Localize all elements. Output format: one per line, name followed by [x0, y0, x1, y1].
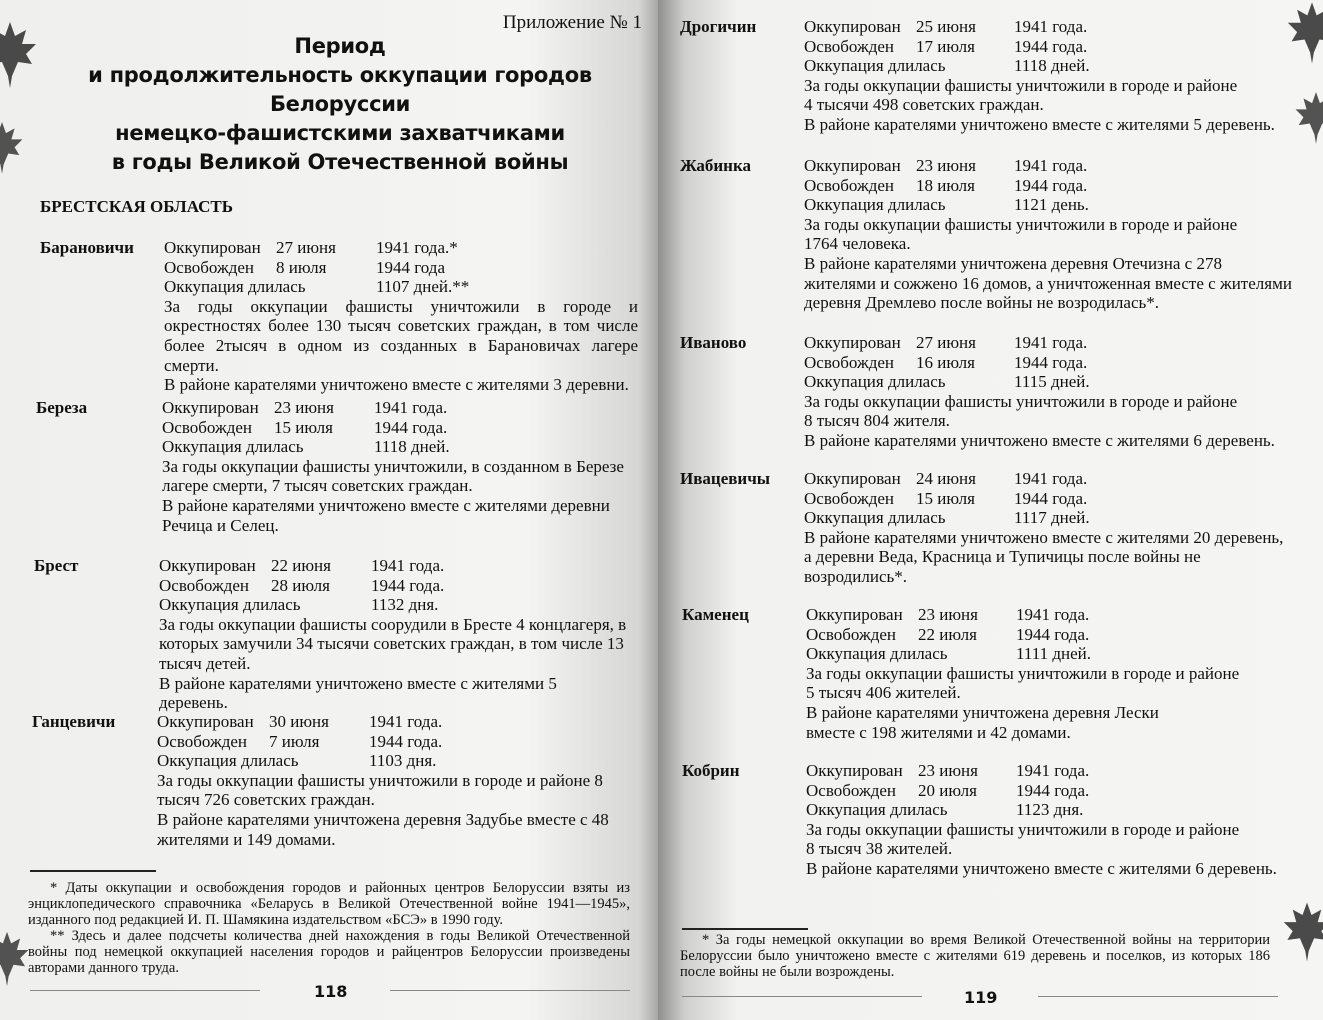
- row-date: 27 июня: [276, 238, 336, 257]
- row-label: Оккупация длилась: [159, 595, 301, 615]
- row-label: Оккупирован: [804, 156, 901, 175]
- city-name: Ивацевичы: [680, 469, 771, 488]
- liberated-row: [804, 37, 1294, 57]
- row-label: Освобожден: [804, 352, 894, 372]
- row-year: 1944 года.: [1014, 36, 1088, 56]
- row-label: Освобожден: [806, 624, 896, 644]
- row-label: Оккупация длилась: [164, 277, 306, 297]
- footnote: ** Здесь и далее подсчеты количества дней нахождения в годы Великой Отечественной войны под немецкой оккупацией населения городов и райцентров Белоруссии произведены авторами данного труда.: [28, 928, 630, 976]
- row-label: Оккупация длилась: [804, 508, 946, 528]
- description: За годы оккупации фашисты уничтожили в городе и районе 8 тысяч 726 советских граждан.: [157, 770, 603, 810]
- row-year: 1115 дней.: [1014, 372, 1090, 392]
- description: В районе карателями уничтожена деревня Лески вместе с 198 жителями и 42 домами.: [806, 702, 1159, 742]
- description: За годы оккупации фашисты уничтожили в городе и районе 8 тысяч 804 жителя.: [804, 391, 1238, 431]
- row-date: 24 июня: [916, 469, 976, 488]
- description: За годы оккупации фашисты уничтожили в городе и районе 5 тысяч 406 жителей.: [806, 663, 1240, 703]
- occupied-row: [159, 556, 629, 576]
- city-name: Кобрин: [682, 761, 740, 780]
- row-label: Оккупация длилась: [804, 56, 946, 76]
- divider: [390, 990, 630, 991]
- city-name: Жабинка: [680, 156, 752, 175]
- row-year: 1111 дней.: [1016, 644, 1091, 664]
- row-year: 1941 года.: [374, 398, 448, 417]
- row-date: 25 июня: [916, 17, 976, 36]
- row-year: 1941 года.: [1016, 761, 1090, 780]
- row-label: Оккупация длилась: [157, 751, 299, 771]
- description: За годы оккупации фашисты уничтожили в городе и районе 4 тысячи 498 советских граждан.: [804, 75, 1238, 115]
- row-date: 22 июня: [271, 556, 331, 575]
- right-page: [658, 0, 1323, 1020]
- divider: [682, 996, 922, 997]
- page-heading: [40, 32, 640, 177]
- divider: [30, 990, 260, 991]
- description: В районе карателями уничтожено вместе с жителями 6 деревень.: [806, 858, 1277, 878]
- row-label: Оккупация длилась: [806, 644, 948, 664]
- row-year: 1944 года.: [374, 417, 448, 437]
- liberated-row: [157, 732, 617, 752]
- row-year: 1944 года.: [1014, 352, 1088, 372]
- row-label: Освобожден: [804, 36, 894, 56]
- row-date: 7 июля: [269, 731, 320, 751]
- occupied-row: [162, 398, 632, 418]
- row-label: Освобожден: [804, 488, 894, 508]
- description: В районе карателями уничтожена деревня Задубье вместе с 48 жителями и 149 домами.: [157, 809, 609, 849]
- heading-line: Период: [294, 34, 386, 58]
- city-info: [804, 333, 1294, 451]
- description: За годы оккупации фашисты уничтожили, в созданном в Березе лагере смерти, 7 тысяч советских граждан.: [162, 456, 624, 496]
- row-date: 22 июля: [918, 624, 977, 644]
- row-label: Оккупация длилась: [804, 372, 946, 392]
- row-label: Освобожден: [159, 575, 249, 595]
- row-label: Оккупирован: [164, 238, 261, 257]
- row-date: 8 июля: [276, 257, 327, 277]
- maple-leaf-icon: [1282, 900, 1323, 964]
- row-date: 28 июля: [271, 575, 330, 595]
- left-page: [0, 0, 658, 1020]
- description: В районе карателями уничтожено вместе с жителями 5 деревень.: [159, 673, 557, 713]
- occupied-row: [804, 333, 1294, 353]
- row-year: 1107 дней.**: [376, 277, 470, 297]
- occupied-row: [804, 156, 1294, 176]
- row-year: 1103 дня.: [369, 751, 437, 771]
- city-info: [164, 238, 638, 395]
- city-name: Ганцевичи: [32, 712, 116, 731]
- row-year: 1132 дня.: [371, 595, 439, 615]
- heading-line: в годы Великой Отечественной войны: [111, 150, 569, 174]
- appendix-label: Приложение № 1: [502, 12, 642, 33]
- row-label: Оккупирован: [804, 17, 901, 36]
- row-date: 15 июля: [916, 488, 975, 508]
- description: В районе карателями уничтожено вместе с жителями деревни Речица и Селец.: [162, 495, 610, 535]
- row-year: 1944 года.: [369, 731, 443, 751]
- row-year: 1941 года.: [371, 556, 445, 575]
- footnotes: [680, 932, 1270, 980]
- row-year: 1944 года.: [371, 575, 445, 595]
- footnote-rule: [682, 928, 808, 930]
- footnote-rule: [30, 870, 156, 872]
- row-date: 23 июня: [274, 398, 334, 417]
- row-date: 23 июня: [918, 605, 978, 624]
- row-label: Освобожден: [804, 175, 894, 195]
- description: В районе карателями уничтожено вместе с жителями 20 деревень, а деревни Веда, Красница и Тупичицы после войны не возродились*.: [804, 527, 1284, 586]
- row-year: 1121 день.: [1014, 195, 1089, 215]
- row-label: Освобожден: [164, 257, 254, 277]
- footnote: * За годы немецкой оккупации во время Великой Отечественной войны на территории Белоруссии было уничтожено вместе с жителями 619 деревень и поселков, из которых 186 после войны не были возрождены.: [680, 932, 1270, 980]
- liberated-row: [804, 353, 1294, 373]
- city-name: Брест: [34, 556, 79, 575]
- description: За годы оккупации фашисты уничтожили в городе и районе 1764 человека.: [804, 214, 1238, 254]
- city-info: [806, 605, 1296, 742]
- row-label: Освобожден: [806, 780, 896, 800]
- row-year: 1941 года.: [369, 712, 443, 731]
- maple-leaf-icon: [0, 930, 30, 988]
- city-name: Дрогичин: [680, 17, 757, 36]
- region-title: БРЕСТСКАЯ ОБЛАСТЬ: [40, 197, 233, 216]
- heading-line: и продолжительность оккупации городов Белоруссии: [88, 63, 592, 116]
- description: В районе карателями уничтожено вместе с жителями 5 деревень.: [804, 114, 1275, 134]
- duration-row: [159, 595, 629, 615]
- row-year: 1944 года: [376, 257, 446, 277]
- row-label: Освобожден: [162, 417, 252, 437]
- city-info: [804, 156, 1294, 313]
- row-label: Оккупирован: [157, 712, 254, 731]
- row-year: 1941 года.: [1014, 156, 1088, 175]
- occupied-row: [164, 238, 638, 258]
- heading-line: немецко-фашистскими захватчиками: [115, 121, 565, 145]
- city-info: [162, 398, 632, 535]
- maple-leaf-icon: [1286, 0, 1323, 66]
- duration-row: [804, 195, 1294, 215]
- maple-leaf-icon: [0, 120, 24, 176]
- row-year: 1944 года.: [1014, 488, 1088, 508]
- row-date: 23 июня: [918, 761, 978, 780]
- liberated-row: [159, 576, 629, 596]
- page-number: 118: [314, 982, 348, 1001]
- occupied-row: [157, 712, 617, 732]
- row-year: 1941 года.: [1016, 605, 1090, 624]
- maple-leaf-icon: [0, 20, 38, 90]
- row-date: 18 июля: [916, 175, 975, 195]
- occupied-row: [804, 469, 1294, 489]
- description: За годы оккупации фашисты соорудили в Бресте 4 концлагеря, в которых замучили 34 тысячи советских граждан, в том числе 13 тысяч детей.: [159, 614, 627, 673]
- row-label: Оккупирован: [162, 398, 259, 417]
- row-date: 15 июля: [274, 417, 333, 437]
- description: За годы оккупации фашисты уничтожили в городе и районе 8 тысяч 38 жителей.: [806, 819, 1240, 859]
- city-info: [804, 17, 1294, 135]
- row-label: Освобожден: [157, 731, 247, 751]
- city-name: Береза: [36, 398, 88, 417]
- footnote: * Даты оккупации и освобождения городов и районных центров Белоруссии взяты из энциклопедического справочника «Беларусь в Великой Отечественной войне 1941—1945», изданного под редакцией И. П. Шамякина издательством «БСЭ» в 1990 году.: [28, 880, 630, 928]
- row-label: Оккупация длилась: [806, 800, 948, 820]
- row-label: Оккупация длилась: [162, 437, 304, 457]
- duration-row: [804, 56, 1294, 76]
- row-date: 27 июня: [916, 333, 976, 352]
- description: В районе карателями уничтожено вместе с жителями 6 деревень.: [804, 430, 1275, 450]
- row-date: 30 июня: [269, 712, 329, 731]
- row-label: Оккупирован: [806, 605, 903, 624]
- duration-row: [806, 800, 1296, 820]
- row-year: 1941 года.*: [376, 238, 458, 257]
- city-name: Барановичи: [40, 238, 134, 257]
- row-year: 1944 года.: [1016, 624, 1090, 644]
- row-label: Оккупирован: [804, 469, 901, 488]
- row-year: 1118 дней.: [374, 437, 450, 457]
- page-number: 119: [964, 988, 998, 1007]
- row-year: 1117 дней.: [1014, 508, 1090, 528]
- divider: [1038, 996, 1278, 997]
- occupied-row: [806, 761, 1296, 781]
- duration-row: [157, 751, 617, 771]
- footnotes: [28, 880, 630, 976]
- row-label: Оккупирован: [159, 556, 256, 575]
- occupied-row: [806, 605, 1296, 625]
- row-label: Оккупация длилась: [804, 195, 946, 215]
- liberated-row: [806, 781, 1296, 801]
- duration-row: [804, 372, 1294, 392]
- city-name: Каменец: [682, 605, 749, 624]
- city-info: [806, 761, 1296, 879]
- liberated-row: [804, 489, 1294, 509]
- description: За годы оккупации фашисты уничтожили в городе и окрестностях более 130 тысяч советских граждан, в том числе более 2тысяч в одном из созданных в Барановичах лагере смерти.: [164, 296, 638, 375]
- row-year: 1941 года.: [1014, 333, 1088, 352]
- duration-row: [162, 437, 632, 457]
- city-name: Иваново: [680, 333, 747, 352]
- row-year: 1944 года.: [1014, 175, 1088, 195]
- row-date: 17 июля: [916, 36, 975, 56]
- row-date: 20 июля: [918, 780, 977, 800]
- row-label: Оккупирован: [806, 761, 903, 780]
- row-year: 1941 года.: [1014, 17, 1088, 36]
- row-year: 1123 дня.: [1016, 800, 1084, 820]
- liberated-row: [804, 176, 1294, 196]
- liberated-row: [164, 258, 638, 278]
- row-label: Оккупирован: [804, 333, 901, 352]
- liberated-row: [806, 625, 1296, 645]
- duration-row: [806, 644, 1296, 664]
- row-year: 1944 года.: [1016, 780, 1090, 800]
- maple-leaf-icon: [1294, 90, 1323, 146]
- row-date: 23 июня: [916, 156, 976, 175]
- duration-row: [804, 508, 1294, 528]
- description: В районе карателями уничтожена деревня Отечизна с 278 жителями и сожжено 16 домов, а уничтоженная вместе с жителями деревня Дремлево после войны не возродилась*.: [804, 253, 1292, 313]
- city-info: [804, 469, 1294, 587]
- city-info: [159, 556, 629, 713]
- liberated-row: [162, 418, 632, 438]
- row-date: 16 июля: [916, 352, 975, 372]
- row-year: 1941 года.: [1014, 469, 1088, 488]
- description: В районе карателями уничтожено вместе с жителями 3 деревни.: [164, 375, 629, 395]
- occupied-row: [804, 17, 1294, 37]
- duration-row: [164, 277, 638, 297]
- city-info: [157, 712, 617, 849]
- row-year: 1118 дней.: [1014, 56, 1090, 76]
